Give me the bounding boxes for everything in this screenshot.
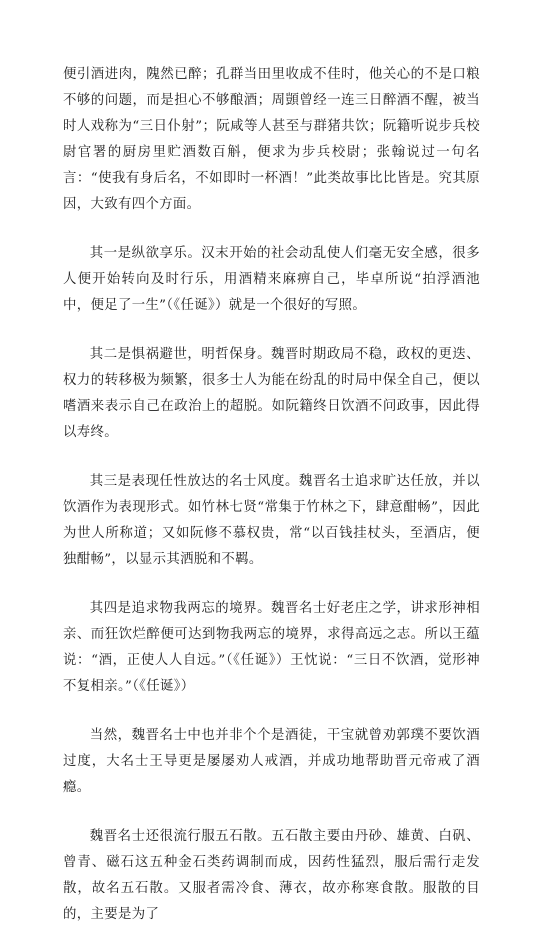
paragraph-5: 其四是追求物我两忘的境界。魏晋名士好老庄之学，讲求形神相亲、而狂饮烂醉便可达到物我两忘的境界，求得高远之志。所以王蕴说：“酒，正使人人自远。”（《任诞》）王忱说：“三日不饮酒，觉形神不复相亲。”（《任诞》） — [63, 601, 480, 694]
paragraph-4: 其三是表现任性放达的名士风度。魏晋名士追求旷达任放，并以饮酒作为表现形式。如竹林七贤“常集于竹林之下，肆意酣畅”，因此为世人所称道；又如阮修不慕权贵，常“以百钱挂杖头，至酒店，便独酣畅”，以显示其洒脱和不羁。 — [63, 474, 480, 567]
document-page — [63, 62, 480, 951]
paragraph-6: 当然，魏晋名士中也并非个个是酒徒，干宝就曾劝郭璞不要饮酒过度，大名士王导更是屡屡劝人戒酒，并成功地帮助晋元帝戒了酒瘾。 — [63, 728, 480, 795]
paragraph-3: 其二是惧祸避世，明哲保身。魏晋时期政局不稳，政权的更迭、权力的转移极为频繁，很多士人为能在纷乱的时局中保全自己，便以嗜酒来表示自己在政治上的超脱。如阮籍终日饮酒不问政事，因此得以寿终。 — [63, 347, 480, 440]
paragraph-1: 便引酒进肉，隗然已醉；孔群当田里收成不佳时，他关心的不是口粮不够的问题，而是担心不够酿酒；周顗曾经一连三日醉酒不醒，被当时人戏称为“三日仆射”；阮咸等人甚至与群猪共饮；阮籍听说步兵校尉官署的厨房里贮酒数百斛，便求为步兵校尉；张翰说过一句名言：“使我有身后名，不如即时一杯酒！”此类故事比比皆是。究其原因，大致有四个方面。 — [63, 67, 480, 212]
paragraph-7: 魏晋名士还很流行服五石散。五石散主要由丹砂、雄黄、白矾、曾青、磁石这五种金石类药调制而成，因药性猛烈，服后需行走发散，故名五石散。又服者需冷食、薄衣，故亦称寒食散。服散的目的，主要是为了 — [63, 829, 480, 922]
paragraph-2: 其一是纵欲享乐。汉末开始的社会动乱使人们毫无安全感，很多人便开始转向及时行乐，用酒精来麻痹自己，毕卓所说“拍浮酒池中，便足了一生”（《任诞》）就是一个很好的写照。 — [63, 246, 480, 313]
